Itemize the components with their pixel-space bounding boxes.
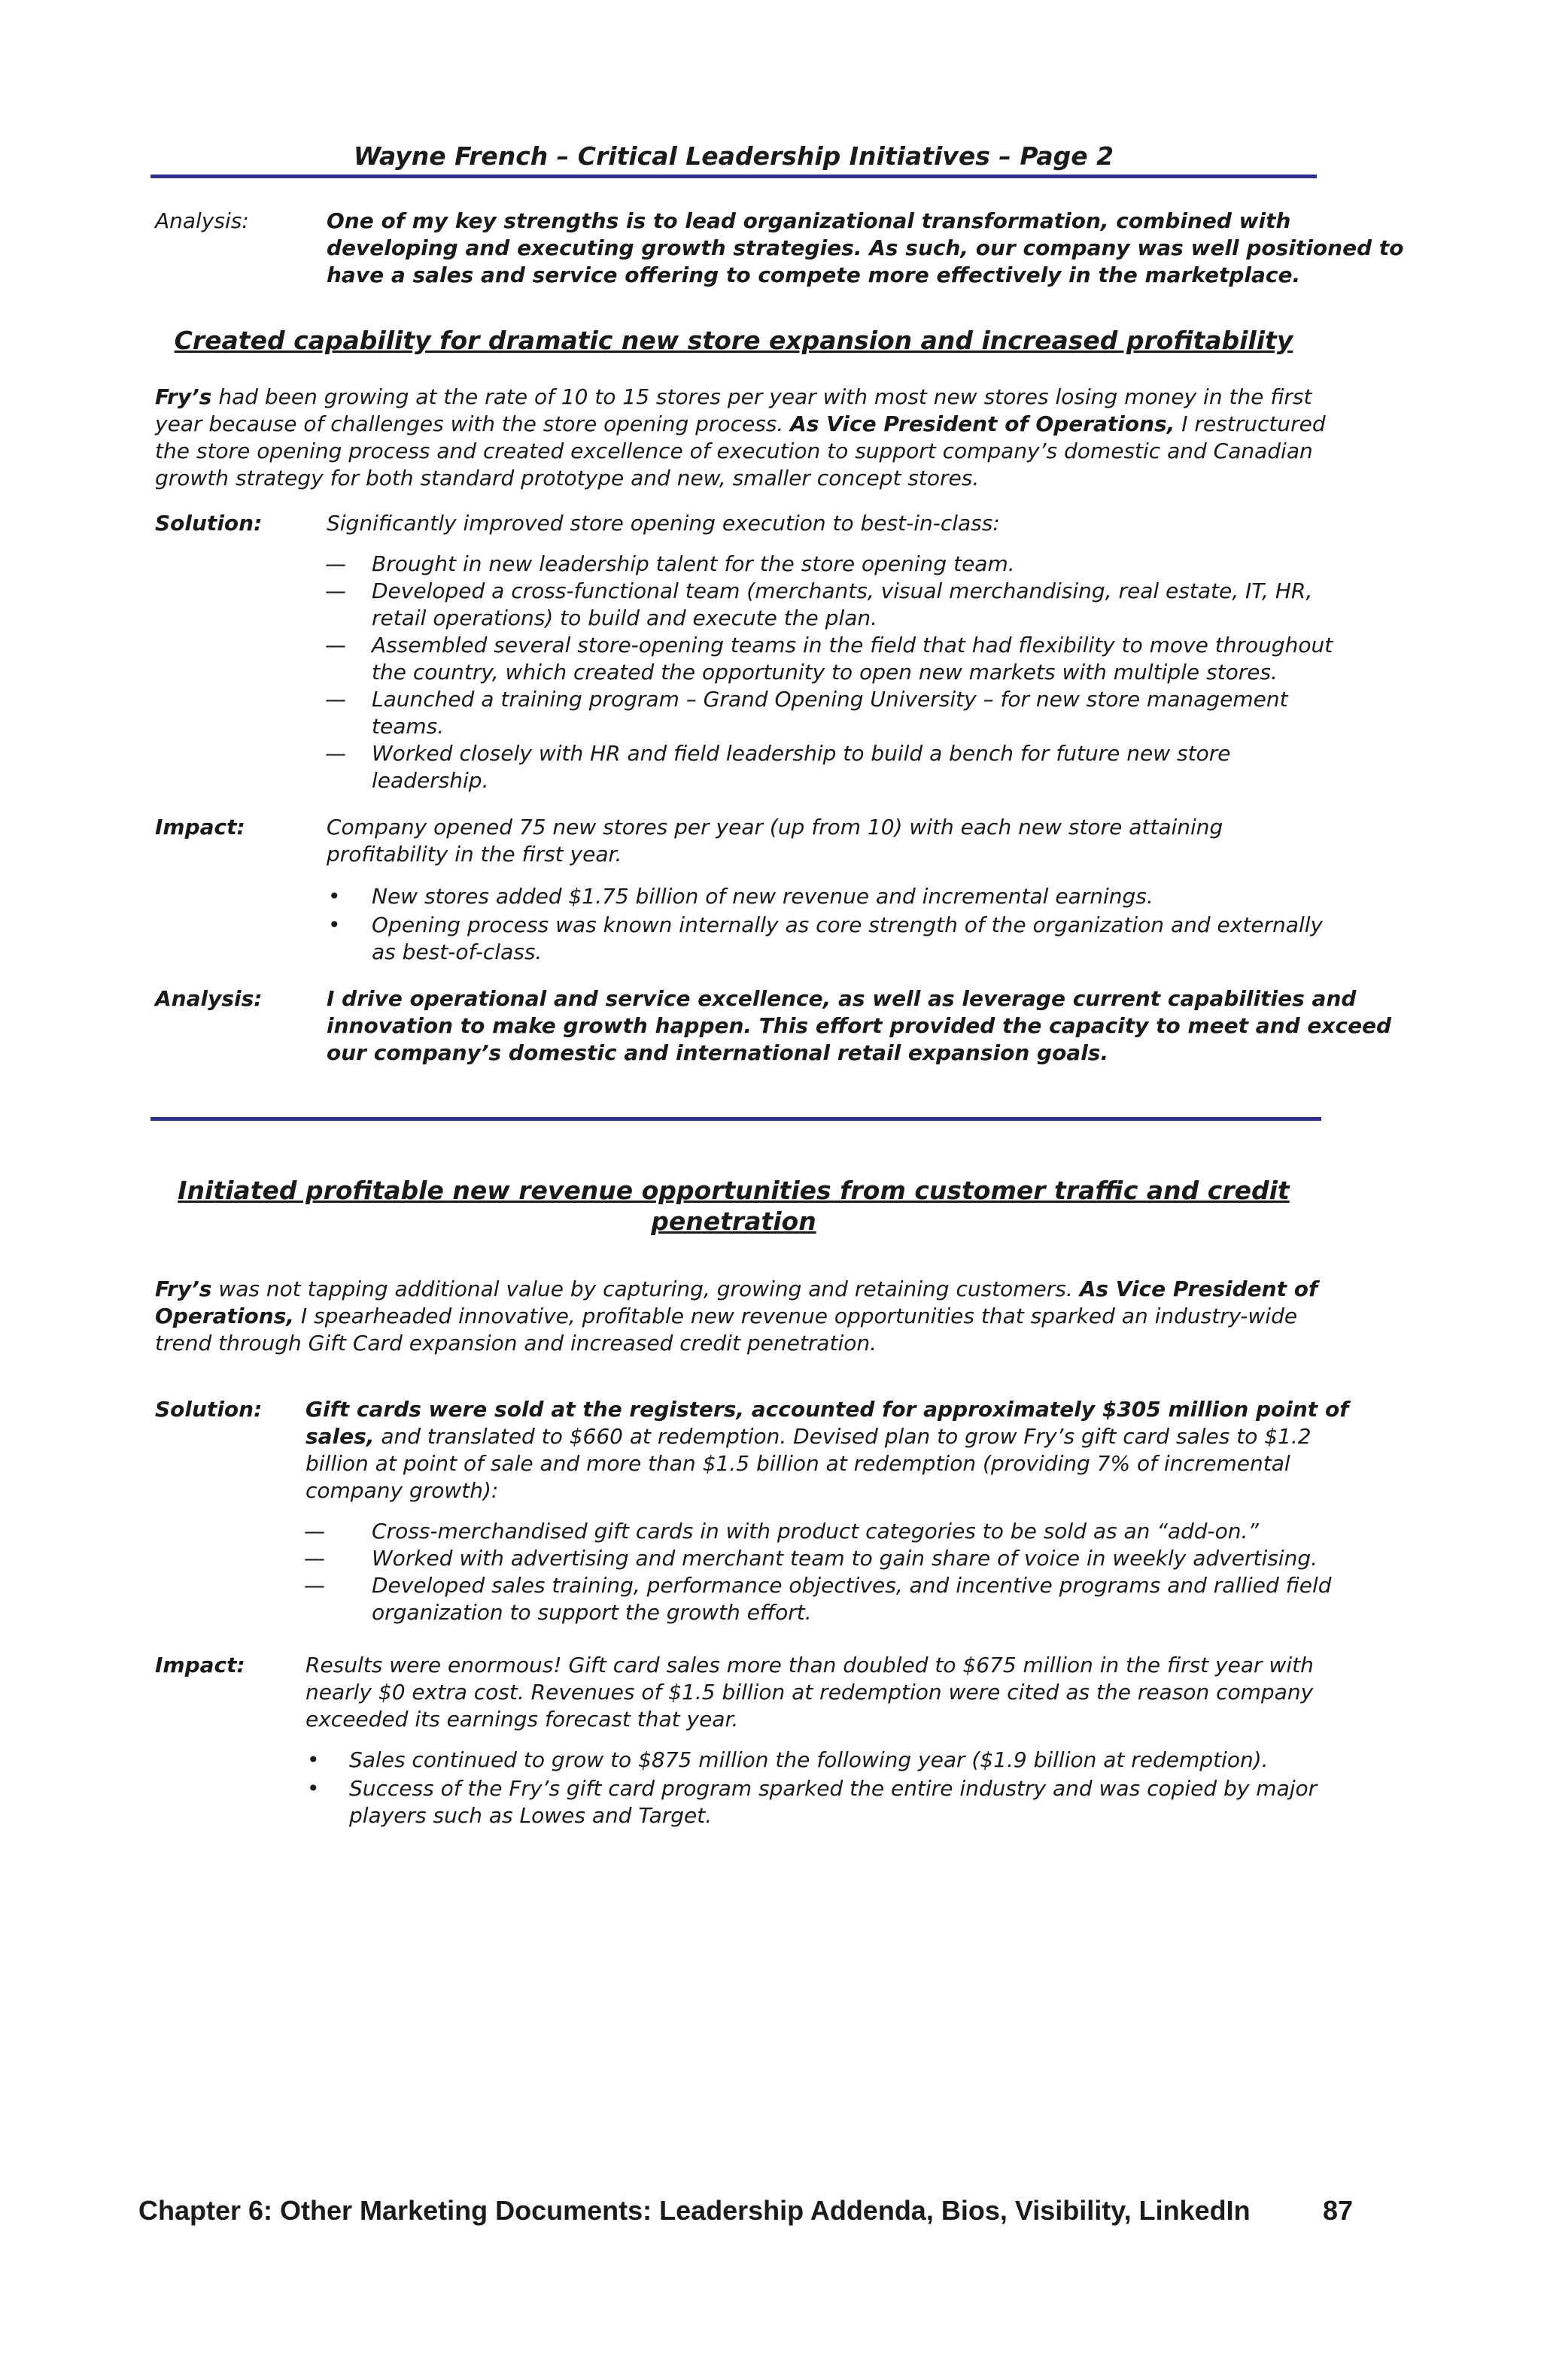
analysis-line: our company’s domestic and international retail expansion goals.	[327, 1040, 1109, 1065]
page-header-title: Wayne French – Critical Leadership Initiatives – Page 2	[353, 141, 1114, 171]
list-item: Assembled several store-opening teams in the field that had flexibility to move throughout	[372, 633, 1333, 657]
impact-line: exceeded its earnings forecast that year.	[305, 1707, 739, 1732]
intro-line	[155, 1276, 1318, 1303]
analysis-line: innovation to make growth happen. This effort provided the capacity to meet and exceed	[327, 1013, 1392, 1038]
intro-text: had been growing at the rate of 10 to 15 stores per year with most new stores losing money in the first	[211, 384, 1312, 409]
impact-line: Results were enormous! Gift card sales more than doubled to $675 million in the first year with	[305, 1653, 1314, 1677]
section-divider-rule	[150, 1117, 1321, 1121]
solution-label: Solution:	[155, 1397, 263, 1422]
bullet-icon: •	[328, 912, 341, 937]
analysis-line: have a sales and service offering to compete more effectively in the marketplace.	[327, 263, 1301, 287]
list-item: Developed a cross-functional team (merchants, visual merchandising, real estate, IT, HR,	[372, 578, 1313, 603]
em-dash-icon: —	[325, 741, 346, 766]
list-item-continued: leadership.	[372, 768, 489, 793]
em-dash-icon: —	[304, 1573, 325, 1598]
bullet-icon: •	[307, 1776, 320, 1801]
section-heading: Initiated profitable new revenue opportunities from customer traffic and credit	[178, 1176, 1290, 1205]
company-name: Fry’s	[155, 1277, 212, 1301]
section-heading-continued: penetration	[651, 1207, 816, 1236]
impact-line: nearly $0 extra cost. Revenues of $1.5 billion at redemption were cited as the reason company	[305, 1680, 1314, 1705]
em-dash-icon: —	[325, 551, 346, 576]
bullet-icon: •	[328, 884, 341, 909]
bullet-icon: •	[307, 1747, 320, 1772]
solution-line: company growth):	[305, 1478, 499, 1503]
list-item-continued: players such as Lowes and Target.	[349, 1803, 713, 1828]
list-item-continued: retail operations) to build and execute the plan.	[372, 606, 877, 630]
em-dash-icon: —	[304, 1519, 325, 1544]
em-dash-icon: —	[325, 633, 346, 657]
impact-label: Impact:	[155, 815, 245, 839]
intro-line: growth strategy for both standard prototype and new, smaller concept stores.	[155, 466, 980, 490]
list-item-continued: the country, which created the opportunity to open new markets with multiple stores.	[372, 660, 1278, 685]
company-name: Fry’s	[155, 384, 212, 409]
list-item: Cross-merchandised gift cards in with product categories to be sold as an “add-on.”	[372, 1519, 1259, 1544]
list-item: New stores added $1.75 billion of new revenue and incremental earnings.	[372, 884, 1153, 909]
footer-chapter-title: Chapter 6: Other Marketing Documents: Leadership Addenda, Bios, Visibility, LinkedIn	[138, 2195, 1251, 2226]
intro-line: the store opening process and created excellence of execution to support company’s domestic and Canadian	[155, 439, 1313, 463]
impact-label: Impact:	[155, 1653, 245, 1677]
intro-line	[155, 1303, 1297, 1330]
em-dash-icon: —	[325, 578, 346, 603]
page-number: 87	[1323, 2195, 1354, 2226]
role-title: As Vice President of Operations,	[790, 411, 1175, 436]
analysis-line: developing and executing growth strategies. As such, our company was well positioned to	[327, 235, 1404, 260]
analysis-line: I drive operational and service excellence, as well as leverage current capabilities and	[327, 986, 1357, 1011]
intro-text: I spearheaded innovative, profitable new revenue opportunities that sparked an industry-wide	[294, 1304, 1298, 1328]
intro-line	[155, 384, 1312, 411]
solution-line: billion at point of sale and more than $1.5 billion at redemption (providing 7% of incremental	[305, 1451, 1290, 1476]
impact-line: Company opened 75 new stores per year (up from 10) with each new store attaining	[327, 815, 1223, 839]
role-title: As Vice President of	[1079, 1277, 1318, 1301]
intro-line	[155, 411, 1326, 438]
role-title: Operations,	[155, 1304, 294, 1328]
em-dash-icon: —	[325, 687, 346, 712]
list-item: Brought in new leadership talent for the store opening team.	[372, 551, 1015, 576]
header-rule	[150, 175, 1317, 178]
list-item: Worked with advertising and merchant team to gain share of voice in weekly advertising.	[372, 1546, 1318, 1571]
solution-bold-text: sales,	[305, 1424, 375, 1449]
solution-label: Solution:	[155, 511, 263, 536]
list-item-continued: as best-of-class.	[372, 940, 543, 964]
intro-text: year because of challenges with the store opening process.	[155, 411, 791, 436]
em-dash-icon: —	[304, 1546, 325, 1571]
list-item-continued: teams.	[372, 714, 445, 739]
list-item: Worked closely with HR and field leadership to build a bench for future new store	[372, 741, 1231, 766]
analysis-label: Analysis:	[155, 208, 249, 233]
solution-line: Gift cards were sold at the registers, accounted for approximately $305 million point of	[305, 1397, 1349, 1422]
list-item: Success of the Fry’s gift card program sparked the entire industry and was copied by major	[349, 1776, 1318, 1801]
list-item: Developed sales training, performance objectives, and incentive programs and rallied field	[372, 1573, 1332, 1598]
solution-text: and translated to $660 at redemption. Devised plan to grow Fry’s gift card sales to $1.2	[374, 1424, 1312, 1449]
solution-line	[305, 1423, 1312, 1450]
analysis-line: One of my key strengths is to lead organizational transformation, combined with	[327, 208, 1291, 233]
list-item: Sales continued to grow to $875 million the following year ($1.9 billion at redemption).	[349, 1747, 1269, 1772]
intro-text: I restructured	[1175, 411, 1326, 436]
list-item: Opening process was known internally as core strength of the organization and externally	[372, 912, 1324, 937]
impact-line: profitability in the first year.	[327, 842, 622, 867]
list-item: Launched a training program – Grand Opening University – for new store management	[372, 687, 1288, 712]
list-item-continued: organization to support the growth effort.	[372, 1600, 812, 1625]
analysis-label: Analysis:	[155, 986, 263, 1011]
intro-text: was not tapping additional value by capturing, growing and retaining customers.	[211, 1277, 1080, 1301]
section-heading: Created capability for dramatic new store expansion and increased profitability	[174, 326, 1293, 355]
solution-lead: Significantly improved store opening execution to best-in-class:	[327, 511, 1000, 536]
intro-line: trend through Gift Card expansion and increased credit penetration.	[155, 1331, 877, 1355]
